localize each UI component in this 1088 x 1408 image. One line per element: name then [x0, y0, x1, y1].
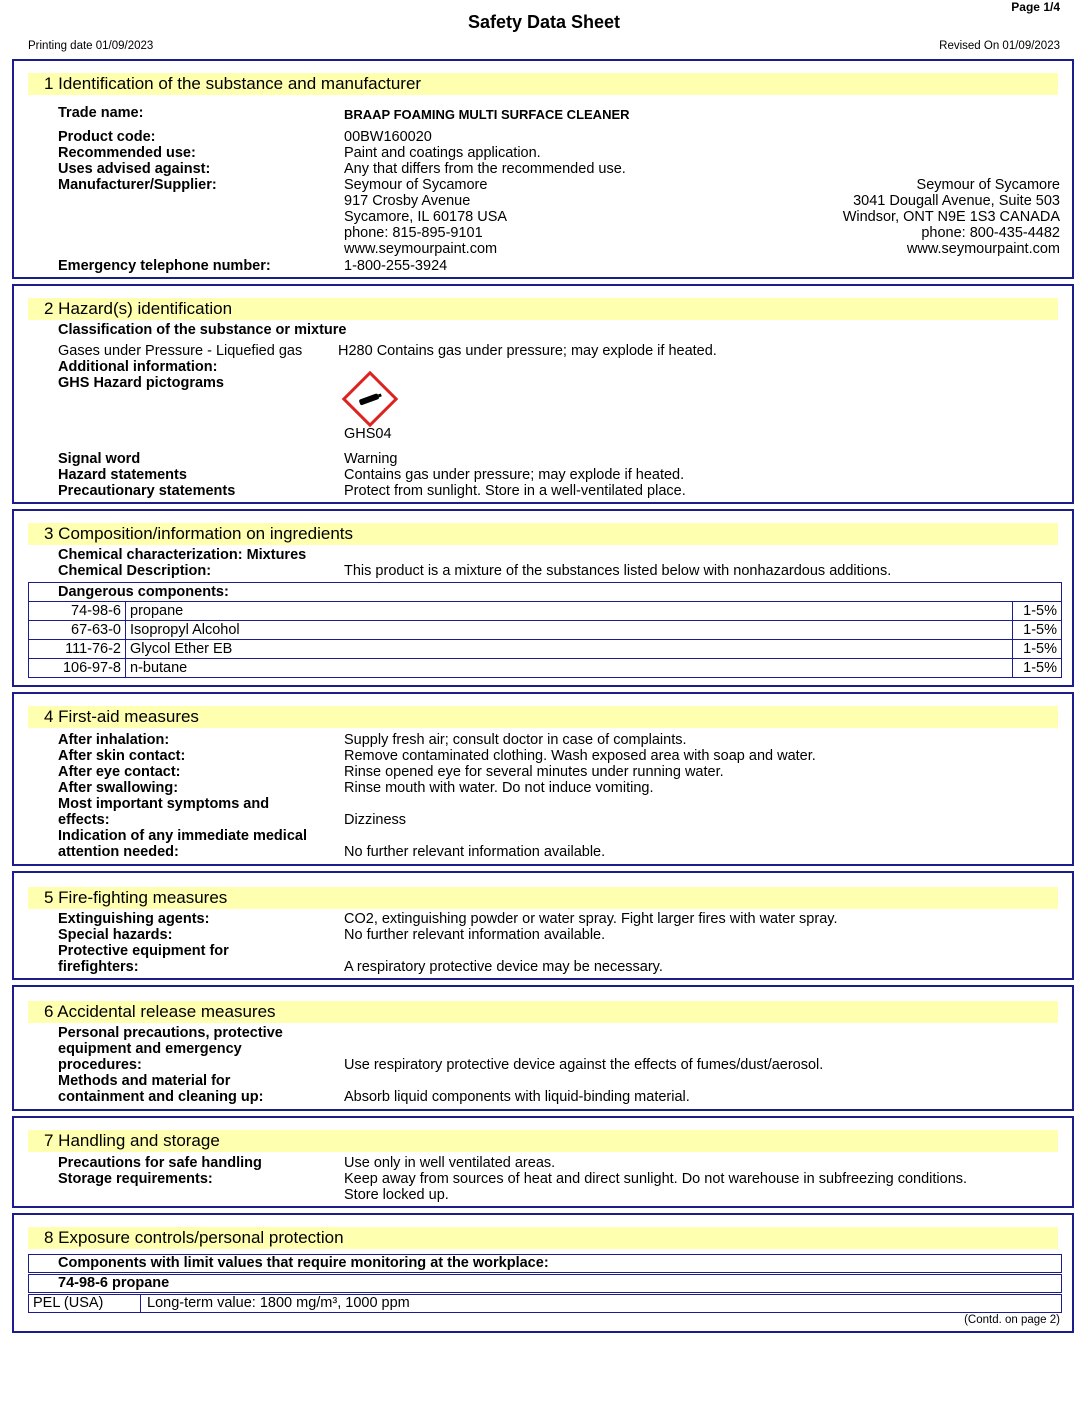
product-code-label: Product code: — [58, 129, 156, 145]
recommended-use-label: Recommended use: — [58, 145, 196, 161]
personal-precautions-label: procedures: — [58, 1057, 142, 1073]
section-7-handling-storage — [12, 1116, 1074, 1208]
uses-against-value: Any that differs from the recommended use. — [344, 161, 626, 177]
special-hazards-label: Special hazards: — [58, 927, 173, 943]
document-title: Safety Data Sheet — [467, 12, 621, 32]
pel-label: PEL (USA) — [33, 1295, 104, 1311]
component-name: Isopropyl Alcohol — [126, 621, 1013, 640]
manufacturer-us-line: Seymour of Sycamore — [344, 177, 488, 193]
component-name: propane — [126, 602, 1013, 621]
revised-date: Revised On 01/09/2023 — [939, 40, 1060, 52]
additional-info-label: Additional information: — [58, 359, 218, 375]
pel-row — [28, 1294, 1062, 1313]
section-8-exposure-controls — [12, 1213, 1074, 1333]
pel-value: Long-term value: 1800 mg/m³, 1000 ppm — [147, 1295, 410, 1311]
manufacturer-us-line: www.seymourpaint.com — [344, 241, 498, 257]
emergency-label: Emergency telephone number: — [58, 258, 271, 274]
safe-handling-label: Precautions for safe handling — [58, 1155, 262, 1171]
component-percent: 1-5% — [1013, 621, 1062, 640]
section-5-fire-fighting — [12, 871, 1074, 980]
table-row — [29, 621, 1062, 640]
recommended-use-value: Paint and coatings application. — [344, 145, 541, 161]
inhalation-value: Supply fresh air; consult doctor in case of complaints. — [344, 732, 687, 748]
section-1-identification — [12, 59, 1074, 279]
trade-name-value: BRAAP FOAMING MULTI SURFACE CLEANER — [344, 107, 630, 122]
safe-handling-value: Use only in well ventilated areas. — [344, 1155, 556, 1171]
section-4-first-aid — [12, 692, 1074, 866]
medical-attention-label: Indication of any immediate medical — [58, 828, 307, 844]
skin-contact-label: After skin contact: — [58, 748, 186, 764]
storage-label: Storage requirements: — [58, 1171, 213, 1187]
section-title: 7 Handling and storage — [28, 1130, 1058, 1152]
medical-attention-label: attention needed: — [58, 844, 179, 860]
section-title: 5 Fire-fighting measures — [28, 887, 1058, 909]
pictograms-label: GHS Hazard pictograms — [58, 375, 224, 391]
protective-equipment-label: firefighters: — [58, 959, 139, 975]
component-name: Glycol Ether EB — [126, 640, 1013, 659]
symptoms-label: Most important symptoms and — [58, 796, 270, 812]
cas-number: 111-76-2 — [29, 640, 126, 659]
symptoms-value: Dizziness — [344, 812, 407, 828]
page-number: Page 1/4 — [1011, 0, 1060, 14]
section-3-composition — [12, 509, 1074, 687]
medical-attention-value: No further relevant information available. — [344, 844, 606, 860]
section-2-hazards — [12, 284, 1074, 504]
containment-label: Methods and material for — [58, 1073, 231, 1089]
eye-contact-value: Rinse opened eye for several minutes under running water. — [344, 764, 724, 780]
chemical-description-value: This product is a mixture of the substances listed below with nonhazardous additions. — [344, 563, 892, 579]
precautionary-value: Protect from sunlight. Store in a well-ventilated place. — [344, 483, 686, 499]
product-code-value: 00BW160020 — [344, 129, 432, 145]
signal-word-value: Warning — [344, 451, 398, 467]
inhalation-label: After inhalation: — [58, 732, 170, 748]
classification-left: Gases under Pressure - Liquefied gas — [58, 343, 303, 359]
swallowing-value: Rinse mouth with water. Do not induce vomiting. — [344, 780, 654, 796]
chemical-characterization-label: Chemical characterization: Mixtures — [58, 547, 307, 563]
protective-equipment-value: A respiratory protective device may be necessary. — [344, 959, 663, 975]
manufacturer-us-line: Sycamore, IL 60178 USA — [344, 209, 508, 225]
manufacturer-label: Manufacturer/Supplier: — [58, 177, 217, 193]
component-name: n-butane — [126, 659, 1013, 678]
printing-date: Printing date 01/09/2023 — [28, 40, 154, 52]
personal-precautions-value: Use respiratory protective device against the effects of fumes/dust/aerosol. — [344, 1057, 824, 1073]
manufacturer-us-line: phone: 815-895-9101 — [344, 225, 483, 241]
monitoring-components-row — [28, 1254, 1062, 1273]
gas-cylinder-icon — [342, 371, 399, 428]
trade-name-label: Trade name: — [58, 105, 144, 121]
classification-right: H280 Contains gas under pressure; may explode if heated. — [338, 343, 717, 359]
section-title: 6 Accidental release measures — [28, 1001, 1058, 1023]
symptoms-label: effects: — [58, 812, 110, 828]
signal-word-label: Signal word — [58, 451, 141, 467]
hazard-statements-value: Contains gas under pressure; may explode if heated. — [344, 467, 685, 483]
manufacturer-us-line: 917 Crosby Avenue — [344, 193, 471, 209]
component-percent: 1-5% — [1013, 602, 1062, 621]
protective-equipment-label: Protective equipment for — [58, 943, 229, 959]
manufacturer-ca-line: Windsor, ONT N9E 1S3 CANADA — [842, 209, 1060, 225]
precautionary-label: Precautionary statements — [58, 483, 236, 499]
extinguishing-label: Extinguishing agents: — [58, 911, 210, 927]
classification-label: Classification of the substance or mixture — [58, 322, 347, 338]
table-row — [29, 602, 1062, 621]
eye-contact-label: After eye contact: — [58, 764, 181, 780]
manufacturer-ca-line: Seymour of Sycamore — [916, 177, 1060, 193]
pictogram-code: GHS04 — [344, 426, 392, 442]
section-title: 4 First-aid measures — [28, 706, 1058, 728]
containment-value: Absorb liquid components with liquid-binding material. — [344, 1089, 690, 1105]
emergency-value: 1-800-255-3924 — [344, 258, 448, 274]
component-percent: 1-5% — [1013, 640, 1062, 659]
chemical-description-label: Chemical Description: — [58, 563, 212, 579]
storage-value: Store locked up. — [344, 1187, 449, 1203]
dangerous-components-label: Dangerous components: — [29, 583, 1062, 602]
table-row — [29, 659, 1062, 678]
hazard-statements-label: Hazard statements — [58, 467, 187, 483]
extinguishing-value: CO2, extinguishing powder or water spray. Fight larger fires with water spray. — [344, 911, 838, 927]
containment-label: containment and cleaning up: — [58, 1089, 264, 1105]
section-6-accidental-release — [12, 985, 1074, 1111]
section-title: 1 Identification of the substance and manufacturer — [28, 73, 1058, 95]
uses-against-label: Uses advised against: — [58, 161, 211, 177]
skin-contact-value: Remove contaminated clothing. Wash exposed area with soap and water. — [344, 748, 816, 764]
dangerous-components-table — [28, 582, 1062, 678]
section-title: 3 Composition/information on ingredients — [28, 523, 1058, 545]
section-title: 8 Exposure controls/personal protection — [28, 1227, 1058, 1249]
manufacturer-ca-line: phone: 800-435-4482 — [921, 225, 1060, 241]
manufacturer-ca-line: 3041 Dougall Avenue, Suite 503 — [853, 193, 1060, 209]
swallowing-label: After swallowing: — [58, 780, 179, 796]
personal-precautions-label: equipment and emergency — [58, 1041, 242, 1057]
cas-number: 106-97-8 — [29, 659, 126, 678]
personal-precautions-label: Personal precautions, protective — [58, 1025, 283, 1041]
continued-note: (Contd. on page 2) — [964, 1314, 1060, 1326]
table-row — [29, 640, 1062, 659]
manufacturer-ca-line: www.seymourpaint.com — [906, 241, 1060, 257]
monitoring-components-label: Components with limit values that require monitoring at the workplace: — [58, 1255, 549, 1271]
pel-divider — [140, 1295, 141, 1312]
section-title: 2 Hazard(s) identification — [28, 298, 1058, 320]
table-header-row — [29, 583, 1062, 602]
cas-number: 67-63-0 — [29, 621, 126, 640]
special-hazards-value: No further relevant information available. — [344, 927, 606, 943]
component-row — [28, 1274, 1062, 1293]
component-name: 74-98-6 propane — [58, 1275, 170, 1291]
component-percent: 1-5% — [1013, 659, 1062, 678]
storage-value: Keep away from sources of heat and direct sunlight. Do not warehouse in subfreezing conditions. — [344, 1171, 968, 1187]
cas-number: 74-98-6 — [29, 602, 126, 621]
